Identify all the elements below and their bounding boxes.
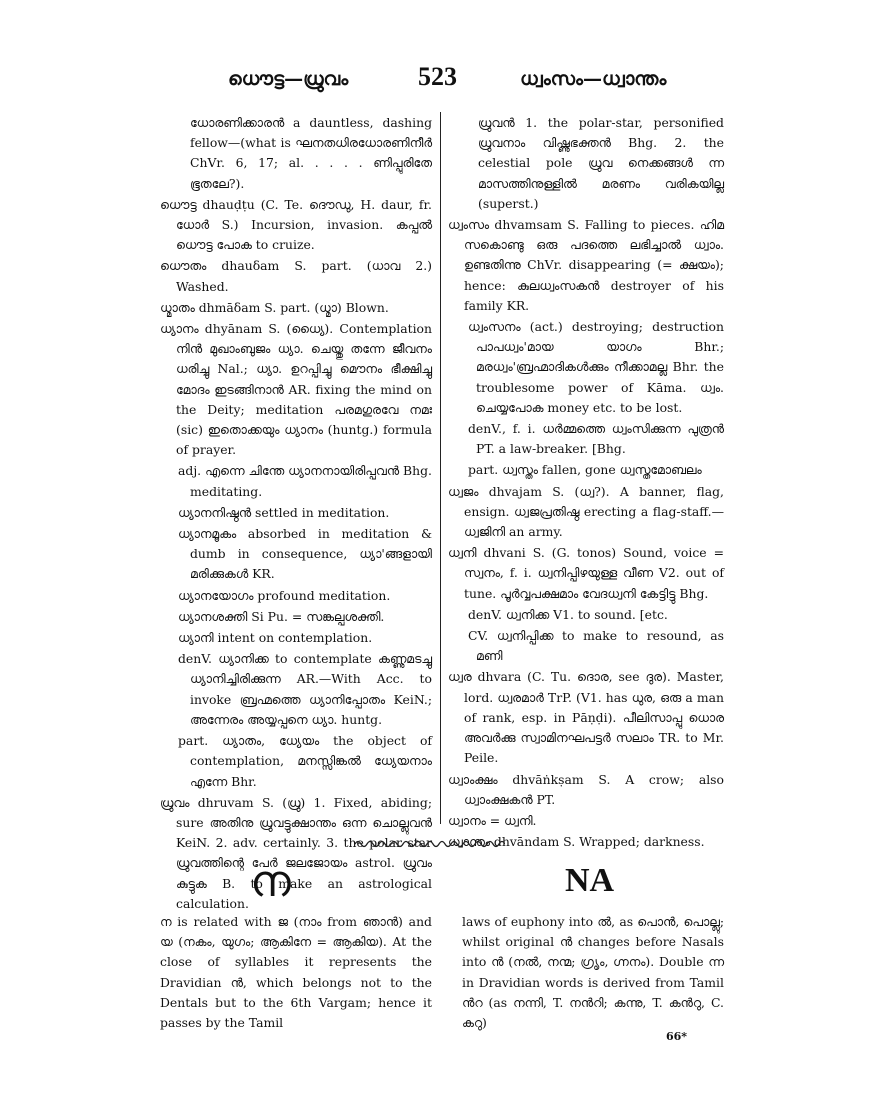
- dictionary-entry: ധ്വജം dhvajam S. (ധ്വ?). A banner, flag, ensign. ധ്വജപ്രതിഷ്ഠ erecting a flag-staff.— ധ്വജിനി an army.: [448, 483, 724, 540]
- dictionary-entry: ധ്വാനം = ധ്വനി.: [448, 812, 537, 828]
- intro-text-right: laws of euphony into ൽ, as പൊൻ, പൊല്ലു; whilst original ൻ changes before Nasals into ൻ (നൽ, നന്മ; ഗ്രൃം, ഗ്നനം). Double ന്ന in Dravidian words is derived from Tamil ൻറ (as നന്നി, T. നൻറി; കന്നു, T. കൻറു, C. കറു): [462, 914, 724, 1031]
- dictionary-entry: denV. ധ്യാനിക്ക to contemplate കണ്ണുമടച്ചു ധ്യാനിച്ചിരിക്കുന്ന AR.—With Acc. to invoke ബ്രഹ്മത്തെ ധ്യാനിപ്പോതം KeiN.; അന്നേരം അയ്യപ്പനെ ധ്യാ. huntg.: [178, 651, 432, 727]
- dictionary-entry: ധ്രുവം dhruvam S. (ധ്രു) 1. Fixed, abiding; sure അതിനു ധ്രുവട്ടുക്ഷാന്തം ഒന്ന ചൊല്ലുവൻ KeiN. 2. adv. certainly. 3. the polar star ധ്രുവത്തിന്റെ പേർ ജലജോയം astrol. ധ്രുവം കുട്ടുക B. to make an astrological calculation.: [160, 794, 432, 911]
- dictionary-entry: ധ്വംസം dhvamsam S. Falling to pieces. ഹിമ സകൊണ്ടു ഒരു പദത്തെ ലഭിച്ചാൽ ധ്വാം. ഉണ്ടതിന്നു ChVr. disappearing (= ക്ഷയം); hence: കുലധ്വംസകൻ destroyer of his family KR.: [448, 217, 724, 313]
- dictionary-entry: ധ്രുവൻ 1. the polar-star, personified ധ്രുവനാം വിഷ്ണുഭക്തൻ Bhg. 2. the celestial pole ധ്രുവ നെക്കങ്ങൾ ന്ന മാസത്തിനുള്ളിൽ മരണം വരികയില്ല (superst.): [478, 115, 724, 211]
- dictionary-entry: denV., f. i. ധർമ്മത്തെ ധ്വംസിക്കുന്ന പുത്രൻ PT. a law-breaker. [Bhg.: [468, 421, 724, 457]
- dictionary-entry: ധ്വാംക്ഷം dhvāṅkṣam S. A crow; also ധ്വാംക്ഷകൻ PT.: [448, 771, 724, 807]
- signature-mark: 66*: [666, 1030, 688, 1043]
- dictionary-entry: ധ്വനി dhvani S. (G. tonos) Sound, voice = സ്വനം, f. i. ധ്വനിപ്പിഴയുള്ള വീണ V2. out of tune. പൂർവ്വപക്ഷമാം വേദധ്വനി കേട്ടിട്ടു Bhg.: [448, 545, 724, 601]
- dictionary-entry: ധ്വംസനം (act.) destroying; destruction പാപധ്വം'മായ യാഗം Bhr.; മരധ്വം'ബ്രഹ്മാദികൾക്കും നീക്കാമല്ല Bhr. the troublesome power of Kāma. ധ്വം. ചെയ്യപോക money etc. to be lost.: [468, 319, 724, 415]
- dictionary-entry: ധ്വര dhvara (C. Tu. ദൊര, see ദുര). Master, lord. ധ്വരമാർ TrP. (V1. has ധുര, ഒരു a man of rank, esp. in Pāṇḍi). പീലിസാപ്പു ധൊര അവർക്കു സ്വാമിനഘപട്ടർ സലാം TR. to Mr. Peile.: [448, 669, 724, 766]
- dictionary-entry: part. ധ്വസ്തം fallen, gone ധ്വസ്തമോബലം: [468, 462, 702, 478]
- dictionary-entry: ധൌതം dhauδam S. part. (ധാവ 2.) Washed.: [160, 258, 432, 294]
- dictionary-entry: part. ധ്യാതം, ധ്യേയം the object of contemplation, മനസ്സിങ്കൽ ധ്യേയനാം എന്നേ Bhr.: [178, 733, 432, 789]
- dictionary-entry: ധോരണിക്കാരൻ a dauntless, dashing fellow—(what is ഘനതധിരധോരണിനീർ ChVr. 6, 17; al. . . . . ണിപ്പുരിതേ ഭൂതലേ?).: [190, 115, 432, 191]
- dictionary-entry: denV. ധ്വനിക്ക V1. to sound. [etc.: [468, 606, 668, 622]
- right-column: [448, 113, 724, 853]
- column-divider: [440, 112, 441, 824]
- header-right-guideword: ധ്വംസം—ധ്വാന്തം: [520, 68, 667, 90]
- dictionary-entry: ധ്വാന്തം dhvāndam S. Wrapped; darkness.: [448, 834, 705, 850]
- section-heading-malayalam: ന: [250, 856, 291, 907]
- page-header: [0, 62, 880, 96]
- left-column: [160, 113, 432, 915]
- dictionary-entry: ധ്യാനശക്തി Si Pu. = സങ്കല്പശക്തി.: [178, 608, 385, 624]
- dictionary-entry: CV. ധ്വനിപ്പിക്ക to make to resound, as മണി: [468, 628, 724, 664]
- section-ornament: [355, 838, 505, 850]
- dictionary-entry: adj. എന്നെ ചിന്തേ ധ്യാനനായിരിപ്പവൻ Bhg. meditating.: [178, 463, 432, 499]
- dictionary-entry: ധ്യാനമൂകം absorbed in meditation & dumb in consequence, ധ്യാ'ങ്ങളായി മരിക്കുകൾ KR.: [178, 526, 432, 582]
- dictionary-entry: ധ്യാനി intent on contemplation.: [178, 630, 373, 646]
- header-left-guideword: ധൌട്ട—ധ്രുവം: [228, 68, 349, 90]
- page-number: 523: [418, 62, 457, 91]
- dictionary-entry: ധൌട്ട dhauḍṭu (C. Te. ദൌഡു, H. daur, fr. ധോർ S.) Incursion, invasion. കപ്പൽ ധൌട്ട പോക to cruize.: [160, 196, 432, 253]
- dictionary-entry: ധ്യാനനിഷ്ഠൻ settled in meditation.: [178, 504, 390, 520]
- dictionary-entry: ധ്യാനയോഗം profound meditation.: [178, 587, 391, 603]
- dictionary-entry: ധ്യാനം dhyānam S. (ധ്യൈ). Contemplation നിൻ മുഖാംബുജം ധ്യാ. ചെയ്തു തന്നേ ജീവനം ധരിച്ചു Nal.; ധ്യാ. ഉറപ്പിച്ചു മൌനം ഭീക്ഷിച്ചു മോദം ഇടങ്ങിനാൻ AR. fixing the mind on the Deity; meditation പരമഗുരവേ നമഃ (sic) ഇതൊക്കയും ധ്യാനം (huntg.) formula of prayer.: [160, 321, 432, 458]
- intro-text-left: ന is related with ജ (നാം from ഞാൻ) and യ (നകം, യുഗം; ആകിനേ = ആകിയ). At the close of syllables it represents the Dravidian ൻ, which belongs not to the Dentals but to the 6th Vargam; hence it passes by the Tamil: [160, 914, 432, 1031]
- dictionary-entry: ധ്മാതം dhmāδam S. part. (ധ്മാ) Blown.: [160, 299, 389, 315]
- section-heading-latin: NA: [565, 862, 615, 899]
